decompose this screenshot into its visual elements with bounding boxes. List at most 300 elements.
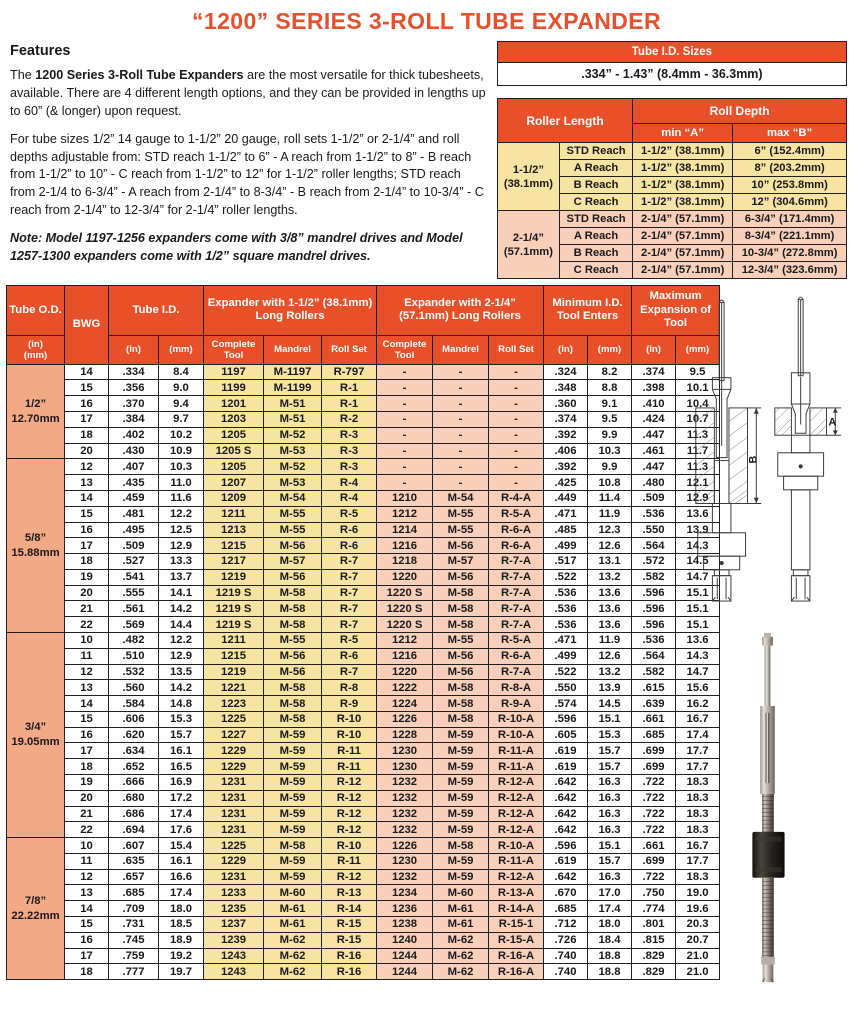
sub-maxexp-in: (in) — [632, 335, 676, 364]
cell-bwg: 22 — [65, 617, 109, 633]
table-row — [7, 917, 720, 933]
cell-exp24-roll-set: R-4-A — [489, 490, 544, 506]
cell-max-exp-in: .801 — [632, 917, 676, 933]
cell-tube-id-mm: 10.2 — [159, 427, 204, 443]
cell-exp24-complete-tool: 1244 — [377, 964, 433, 980]
cell-min-id-mm: 13.6 — [588, 585, 632, 601]
cell-bwg: 17 — [65, 538, 109, 554]
cell-min-id-in: .522 — [544, 569, 588, 585]
cell-exp15-mandrel: M-62 — [264, 948, 322, 964]
cell-exp24-complete-tool: - — [377, 443, 433, 459]
cell-exp15-complete-tool: 1203 — [204, 412, 264, 428]
table-row — [7, 632, 720, 648]
cell-exp15-mandrel: M-56 — [264, 664, 322, 680]
cell-exp24-complete-tool: 1226 — [377, 711, 433, 727]
cell-exp15-complete-tool: 1227 — [204, 727, 264, 743]
cell-tube-id-mm: 10.3 — [159, 459, 204, 475]
table-row — [497, 63, 846, 86]
roll-depth-min-value: 1-1/2” (38.1mm) — [633, 194, 733, 211]
cell-tube-id-in: .482 — [109, 632, 159, 648]
cell-min-id-mm: 13.1 — [588, 554, 632, 570]
cell-tube-id-mm: 12.2 — [159, 632, 204, 648]
cell-max-exp-mm: 14.7 — [676, 569, 720, 585]
cell-exp24-mandrel: M-55 — [433, 632, 489, 648]
cell-tube-id-in: .634 — [109, 743, 159, 759]
cell-exp24-mandrel: M-59 — [433, 775, 489, 791]
cell-exp15-complete-tool: 1219 — [204, 664, 264, 680]
cell-exp15-mandrel: M-58 — [264, 585, 322, 601]
cell-exp24-roll-set: R-14-A — [489, 901, 544, 917]
cell-bwg: 14 — [65, 696, 109, 712]
cell-min-id-mm: 17.4 — [588, 901, 632, 917]
cell-tube-id-in: .334 — [109, 364, 159, 380]
cell-tube-id-mm: 14.8 — [159, 696, 204, 712]
cell-tube-id-in: .435 — [109, 475, 159, 491]
cell-min-id-in: .360 — [544, 396, 588, 412]
cell-exp24-mandrel: M-58 — [433, 696, 489, 712]
cell-tube-id-mm: 11.0 — [159, 475, 204, 491]
cell-exp15-roll-set: R-12 — [322, 806, 377, 822]
cell-exp15-roll-set: R-9 — [322, 696, 377, 712]
cell-min-id-mm: 13.9 — [588, 680, 632, 696]
cell-min-id-in: .740 — [544, 964, 588, 980]
cell-exp15-roll-set: R-14 — [322, 901, 377, 917]
cell-tube-id-in: .657 — [109, 869, 159, 885]
cell-exp15-roll-set: R-11 — [322, 743, 377, 759]
cell-max-exp-in: .722 — [632, 775, 676, 791]
cell-tube-id-mm: 13.3 — [159, 554, 204, 570]
cell-min-id-in: .605 — [544, 727, 588, 743]
cell-exp24-roll-set: R-7-A — [489, 664, 544, 680]
cell-exp15-roll-set: R-7 — [322, 617, 377, 633]
cell-exp15-mandrel: M-59 — [264, 743, 322, 759]
cell-tube-id-mm: 18.0 — [159, 901, 204, 917]
cell-exp24-complete-tool: - — [377, 396, 433, 412]
cell-bwg: 12 — [65, 869, 109, 885]
cell-min-id-in: .670 — [544, 885, 588, 901]
cell-exp24-mandrel: M-59 — [433, 790, 489, 806]
cell-max-exp-in: .722 — [632, 806, 676, 822]
roller-length-group-label — [497, 211, 559, 279]
cell-max-exp-mm: 14.7 — [676, 664, 720, 680]
cell-max-exp-mm: 10.7 — [676, 412, 720, 428]
cell-exp15-roll-set: R-12 — [322, 790, 377, 806]
roller-reach-label: C Reach — [559, 262, 632, 279]
cell-min-id-mm: 12.3 — [588, 522, 632, 538]
cell-exp15-mandrel: M-62 — [264, 932, 322, 948]
cell-min-id-in: .740 — [544, 948, 588, 964]
cell-min-id-mm: 15.3 — [588, 727, 632, 743]
cell-exp24-mandrel: M-55 — [433, 506, 489, 522]
cell-min-id-in: .685 — [544, 901, 588, 917]
tube-od-mm: 15.88mm — [11, 546, 60, 559]
cell-min-id-in: .574 — [544, 696, 588, 712]
cell-exp15-mandrel: M-51 — [264, 412, 322, 428]
cell-max-exp-in: .572 — [632, 554, 676, 570]
cell-min-id-in: .374 — [544, 412, 588, 428]
cell-exp15-mandrel: M-61 — [264, 917, 322, 933]
cell-exp15-roll-set: R-7 — [322, 664, 377, 680]
cell-tube-id-mm: 12.9 — [159, 538, 204, 554]
table-row — [7, 759, 720, 775]
cell-exp15-complete-tool: 1231 — [204, 869, 264, 885]
col-bwg-header: BWG — [65, 286, 109, 365]
cell-tube-id-in: .561 — [109, 601, 159, 617]
cell-min-id-in: .536 — [544, 617, 588, 633]
cell-exp15-roll-set: R-797 — [322, 364, 377, 380]
cell-exp24-mandrel: M-62 — [433, 948, 489, 964]
cell-exp15-roll-set: R-11 — [322, 759, 377, 775]
cell-exp24-mandrel: - — [433, 396, 489, 412]
cell-max-exp-in: .398 — [632, 380, 676, 396]
cell-exp15-complete-tool: 1229 — [204, 743, 264, 759]
cell-exp15-mandrel: M-58 — [264, 696, 322, 712]
cell-min-id-mm: 10.8 — [588, 475, 632, 491]
cell-max-exp-mm: 15.1 — [676, 617, 720, 633]
table-row — [7, 443, 720, 459]
cell-exp24-roll-set: R-10-A — [489, 727, 544, 743]
cell-exp24-mandrel: M-56 — [433, 538, 489, 554]
cell-max-exp-mm: 14.3 — [676, 648, 720, 664]
cell-min-id-in: .726 — [544, 932, 588, 948]
table-row — [7, 538, 720, 554]
cell-exp24-roll-set: R-11-A — [489, 759, 544, 775]
table-row — [7, 554, 720, 570]
cell-bwg: 10 — [65, 632, 109, 648]
cell-tube-id-mm: 14.4 — [159, 617, 204, 633]
cell-max-exp-in: .685 — [632, 727, 676, 743]
cell-exp24-complete-tool: 1232 — [377, 806, 433, 822]
cell-exp15-complete-tool: 1197 — [204, 364, 264, 380]
cell-exp24-roll-set: - — [489, 380, 544, 396]
cell-max-exp-in: .536 — [632, 632, 676, 648]
cell-min-id-mm: 8.2 — [588, 364, 632, 380]
cell-tube-id-in: .606 — [109, 711, 159, 727]
cell-exp24-mandrel: M-54 — [433, 490, 489, 506]
cell-max-exp-in: .829 — [632, 964, 676, 980]
cell-max-exp-mm: 17.4 — [676, 727, 720, 743]
cell-exp15-complete-tool: 1217 — [204, 554, 264, 570]
cell-max-exp-mm: 16.2 — [676, 696, 720, 712]
cell-max-exp-mm: 17.7 — [676, 759, 720, 775]
cell-max-exp-mm: 12.1 — [676, 475, 720, 491]
cell-tube-id-in: .370 — [109, 396, 159, 412]
cell-tube-id-in: .584 — [109, 696, 159, 712]
cell-tube-id-mm: 19.7 — [159, 964, 204, 980]
roller-length-mm: (38.1mm) — [503, 177, 553, 190]
cell-exp24-complete-tool: - — [377, 364, 433, 380]
cell-exp24-mandrel: M-59 — [433, 743, 489, 759]
cell-max-exp-mm: 14.3 — [676, 538, 720, 554]
roll-depth-min-value: 2-1/4” (57.1mm) — [633, 228, 733, 245]
cell-exp24-mandrel: - — [433, 475, 489, 491]
cell-exp24-complete-tool: 1244 — [377, 948, 433, 964]
cell-max-exp-mm: 18.3 — [676, 790, 720, 806]
roll-depth-max-value: 6-3/4” (171.4mm) — [733, 211, 847, 228]
roller-length-header: Roller Length — [497, 99, 632, 143]
cell-exp24-mandrel: M-59 — [433, 853, 489, 869]
sub-minid-mm: (mm) — [588, 335, 632, 364]
cell-bwg: 18 — [65, 759, 109, 775]
tube-od-in: 5/8” — [24, 532, 47, 545]
cell-exp15-complete-tool: 1233 — [204, 885, 264, 901]
cell-exp15-complete-tool: 1219 S — [204, 585, 264, 601]
cell-exp15-roll-set: R-10 — [322, 838, 377, 854]
cell-min-id-mm: 17.0 — [588, 885, 632, 901]
cell-exp15-complete-tool: 1243 — [204, 948, 264, 964]
cell-min-id-in: .522 — [544, 664, 588, 680]
cell-exp15-mandrel: M-55 — [264, 632, 322, 648]
cell-max-exp-in: .582 — [632, 664, 676, 680]
cell-exp15-mandrel: M-59 — [264, 853, 322, 869]
cell-min-id-mm: 18.8 — [588, 948, 632, 964]
table-row — [497, 143, 846, 160]
roll-depth-min-value: 2-1/4” (57.1mm) — [633, 262, 733, 279]
cell-tube-id-in: .509 — [109, 538, 159, 554]
table-row — [7, 743, 720, 759]
cell-tube-id-mm: 12.2 — [159, 506, 204, 522]
right-tables-column — [497, 41, 847, 279]
sub-od-in: (in) — [28, 338, 43, 350]
cell-exp24-mandrel: M-58 — [433, 601, 489, 617]
cell-min-id-mm: 9.9 — [588, 427, 632, 443]
cell-min-id-in: .517 — [544, 554, 588, 570]
cell-exp24-complete-tool: 1238 — [377, 917, 433, 933]
figures-column — [684, 285, 847, 991]
roll-depth-header: Roll Depth — [633, 99, 847, 124]
top-section — [0, 41, 853, 279]
cell-tube-id-in: .555 — [109, 585, 159, 601]
cell-tube-id-mm: 16.9 — [159, 775, 204, 791]
cell-tube-id-mm: 9.0 — [159, 380, 204, 396]
cell-max-exp-mm: 11.7 — [676, 443, 720, 459]
cell-exp15-mandrel: M-62 — [264, 964, 322, 980]
cell-exp15-complete-tool: 1235 — [204, 901, 264, 917]
cell-max-exp-mm: 15.1 — [676, 585, 720, 601]
cell-exp15-mandrel: M-58 — [264, 711, 322, 727]
cell-exp15-roll-set: R-12 — [322, 775, 377, 791]
sub-maxexp-mm: (mm) — [676, 335, 720, 364]
cell-tube-id-in: .759 — [109, 948, 159, 964]
tube-od-mm: 19.05mm — [11, 736, 60, 749]
cell-bwg: 11 — [65, 648, 109, 664]
sub-tubeid-mm: (mm) — [159, 335, 204, 364]
cell-exp15-complete-tool: 1207 — [204, 475, 264, 491]
cell-max-exp-mm: 21.0 — [676, 948, 720, 964]
cell-exp15-mandrel: M-52 — [264, 427, 322, 443]
cell-exp24-complete-tool: 1216 — [377, 538, 433, 554]
roller-reach-label: B Reach — [559, 177, 632, 194]
table-row — [7, 822, 720, 838]
cell-exp15-complete-tool: 1229 — [204, 853, 264, 869]
cell-exp24-roll-set: R-9-A — [489, 696, 544, 712]
cell-min-id-mm: 12.6 — [588, 538, 632, 554]
cell-tube-id-mm: 16.1 — [159, 743, 204, 759]
cell-exp24-roll-set: R-11-A — [489, 853, 544, 869]
cell-min-id-in: .619 — [544, 853, 588, 869]
cell-tube-id-in: .495 — [109, 522, 159, 538]
cell-max-exp-in: .374 — [632, 364, 676, 380]
roller-length-group-label — [497, 143, 559, 211]
cell-exp15-mandrel: M-57 — [264, 554, 322, 570]
cell-max-exp-in: .564 — [632, 538, 676, 554]
cell-min-id-in: .324 — [544, 364, 588, 380]
cell-exp15-mandrel: M-55 — [264, 522, 322, 538]
roller-reach-label: STD Reach — [559, 211, 632, 228]
cell-exp15-mandrel: M-54 — [264, 490, 322, 506]
cell-tube-id-in: .709 — [109, 901, 159, 917]
col-tube-od-header: Tube O.D. — [7, 286, 65, 336]
features-paragraph-1 — [10, 67, 489, 121]
cell-max-exp-in: .829 — [632, 948, 676, 964]
table-row — [7, 853, 720, 869]
cell-exp24-mandrel: - — [433, 427, 489, 443]
cell-max-exp-in: .699 — [632, 759, 676, 775]
cell-tube-id-in: .635 — [109, 853, 159, 869]
cell-exp24-roll-set: R-15-A — [489, 932, 544, 948]
table-row — [7, 396, 720, 412]
cell-max-exp-mm: 9.5 — [676, 364, 720, 380]
cell-max-exp-in: .424 — [632, 412, 676, 428]
cell-tube-id-in: .686 — [109, 806, 159, 822]
cell-exp15-roll-set: R-1 — [322, 380, 377, 396]
table-row — [7, 885, 720, 901]
cell-exp24-complete-tool: - — [377, 459, 433, 475]
cell-exp24-complete-tool: 1216 — [377, 648, 433, 664]
cell-tube-id-in: .459 — [109, 490, 159, 506]
cell-exp15-complete-tool: 1223 — [204, 696, 264, 712]
cell-tube-id-mm: 17.4 — [159, 806, 204, 822]
cell-tube-id-in: .777 — [109, 964, 159, 980]
tube-id-sizes-value: .334” - 1.43” (8.4mm - 36.3mm) — [497, 63, 846, 86]
cell-exp15-complete-tool: 1205 S — [204, 443, 264, 459]
cell-exp24-roll-set: R-12-A — [489, 869, 544, 885]
cell-exp24-roll-set: R-7-A — [489, 585, 544, 601]
cell-exp24-complete-tool: - — [377, 412, 433, 428]
cell-tube-id-in: .430 — [109, 443, 159, 459]
cell-min-id-mm: 15.7 — [588, 759, 632, 775]
cell-exp15-mandrel: M-51 — [264, 396, 322, 412]
cell-exp24-complete-tool: 1220 S — [377, 585, 433, 601]
cell-max-exp-mm: 13.6 — [676, 506, 720, 522]
cell-tube-id-in: .481 — [109, 506, 159, 522]
cell-min-id-mm: 13.6 — [588, 617, 632, 633]
cell-min-id-mm: 18.4 — [588, 932, 632, 948]
cell-min-id-in: .499 — [544, 538, 588, 554]
cell-tube-id-mm: 14.2 — [159, 680, 204, 696]
cell-bwg: 18 — [65, 964, 109, 980]
cell-bwg: 15 — [65, 917, 109, 933]
cell-exp15-mandrel: M-61 — [264, 901, 322, 917]
cell-exp24-mandrel: - — [433, 412, 489, 428]
cell-exp15-complete-tool: 1225 — [204, 838, 264, 854]
cell-max-exp-in: .582 — [632, 569, 676, 585]
cell-min-id-in: .642 — [544, 775, 588, 791]
cell-exp15-complete-tool: 1209 — [204, 490, 264, 506]
sub-exp24-mandrel: Mandrel — [433, 335, 489, 364]
cell-exp24-roll-set: R-12-A — [489, 822, 544, 838]
cell-bwg: 17 — [65, 743, 109, 759]
cell-max-exp-mm: 20.7 — [676, 932, 720, 948]
table-row — [7, 427, 720, 443]
cell-exp15-mandrel: M-59 — [264, 759, 322, 775]
roll-depth-min-a-header: min “A” — [633, 124, 733, 143]
cell-max-exp-in: .461 — [632, 443, 676, 459]
cell-tube-id-mm: 16.1 — [159, 853, 204, 869]
cell-min-id-mm: 15.1 — [588, 711, 632, 727]
cell-exp24-mandrel: M-59 — [433, 806, 489, 822]
col-expander-24-header: Expander with 2-1/4” (57.1mm) Long Rollers — [377, 286, 544, 336]
tube-id-sizes-table — [497, 41, 847, 86]
cell-exp24-mandrel: M-61 — [433, 917, 489, 933]
cell-min-id-in: .536 — [544, 585, 588, 601]
cell-exp24-roll-set: R-11-A — [489, 743, 544, 759]
cell-max-exp-in: .550 — [632, 522, 676, 538]
cell-exp15-roll-set: R-7 — [322, 601, 377, 617]
cell-exp24-roll-set: R-5-A — [489, 506, 544, 522]
roll-depth-max-value: 6” (152.4mm) — [733, 143, 847, 160]
cell-max-exp-mm: 18.3 — [676, 775, 720, 791]
cell-exp15-complete-tool: 1205 — [204, 459, 264, 475]
cell-exp24-roll-set: R-12-A — [489, 806, 544, 822]
cell-exp15-roll-set: R-5 — [322, 632, 377, 648]
roll-depth-max-value: 8” (203.2mm) — [733, 160, 847, 177]
roll-depth-min-value: 2-1/4” (57.1mm) — [633, 211, 733, 228]
cell-exp15-complete-tool: 1237 — [204, 917, 264, 933]
table-row — [7, 696, 720, 712]
dimension-b-label: B — [747, 455, 760, 464]
cell-exp24-complete-tool: - — [377, 475, 433, 491]
cell-exp15-complete-tool: 1199 — [204, 380, 264, 396]
cell-min-id-in: .406 — [544, 443, 588, 459]
cell-tube-id-mm: 16.5 — [159, 759, 204, 775]
roller-reach-label: B Reach — [559, 245, 632, 262]
cell-exp15-mandrel: M-58 — [264, 601, 322, 617]
cell-bwg: 14 — [65, 364, 109, 380]
cell-min-id-in: .425 — [544, 475, 588, 491]
cell-exp15-roll-set: R-5 — [322, 506, 377, 522]
cell-max-exp-in: .480 — [632, 475, 676, 491]
cell-exp15-mandrel: M-58 — [264, 680, 322, 696]
cell-tube-id-mm: 15.3 — [159, 711, 204, 727]
cell-tube-id-in: .407 — [109, 459, 159, 475]
cell-exp24-mandrel: M-58 — [433, 680, 489, 696]
cell-bwg: 20 — [65, 790, 109, 806]
col-minimum-id-header: Minimum I.D. Tool Enters — [544, 286, 632, 336]
cell-min-id-in: .712 — [544, 917, 588, 933]
cell-exp24-mandrel: M-56 — [433, 569, 489, 585]
table-row — [7, 838, 720, 854]
expander-cross-section-diagram — [688, 285, 847, 622]
cell-tube-id-in: .666 — [109, 775, 159, 791]
cell-max-exp-in: .596 — [632, 601, 676, 617]
cell-exp24-mandrel: M-59 — [433, 822, 489, 838]
cell-bwg: 19 — [65, 775, 109, 791]
cell-min-id-mm: 8.8 — [588, 380, 632, 396]
dimension-a-label: A — [828, 416, 837, 429]
cell-min-id-in: .550 — [544, 680, 588, 696]
cell-max-exp-mm: 11.3 — [676, 459, 720, 475]
cell-max-exp-mm: 21.0 — [676, 964, 720, 980]
cell-max-exp-mm: 19.6 — [676, 901, 720, 917]
cell-tube-id-mm: 10.9 — [159, 443, 204, 459]
cell-tube-id-in: .402 — [109, 427, 159, 443]
cell-exp15-roll-set: R-3 — [322, 427, 377, 443]
cell-exp15-mandrel: M-53 — [264, 443, 322, 459]
cell-tube-id-mm: 16.6 — [159, 869, 204, 885]
table-row — [7, 569, 720, 585]
cell-max-exp-in: .615 — [632, 680, 676, 696]
